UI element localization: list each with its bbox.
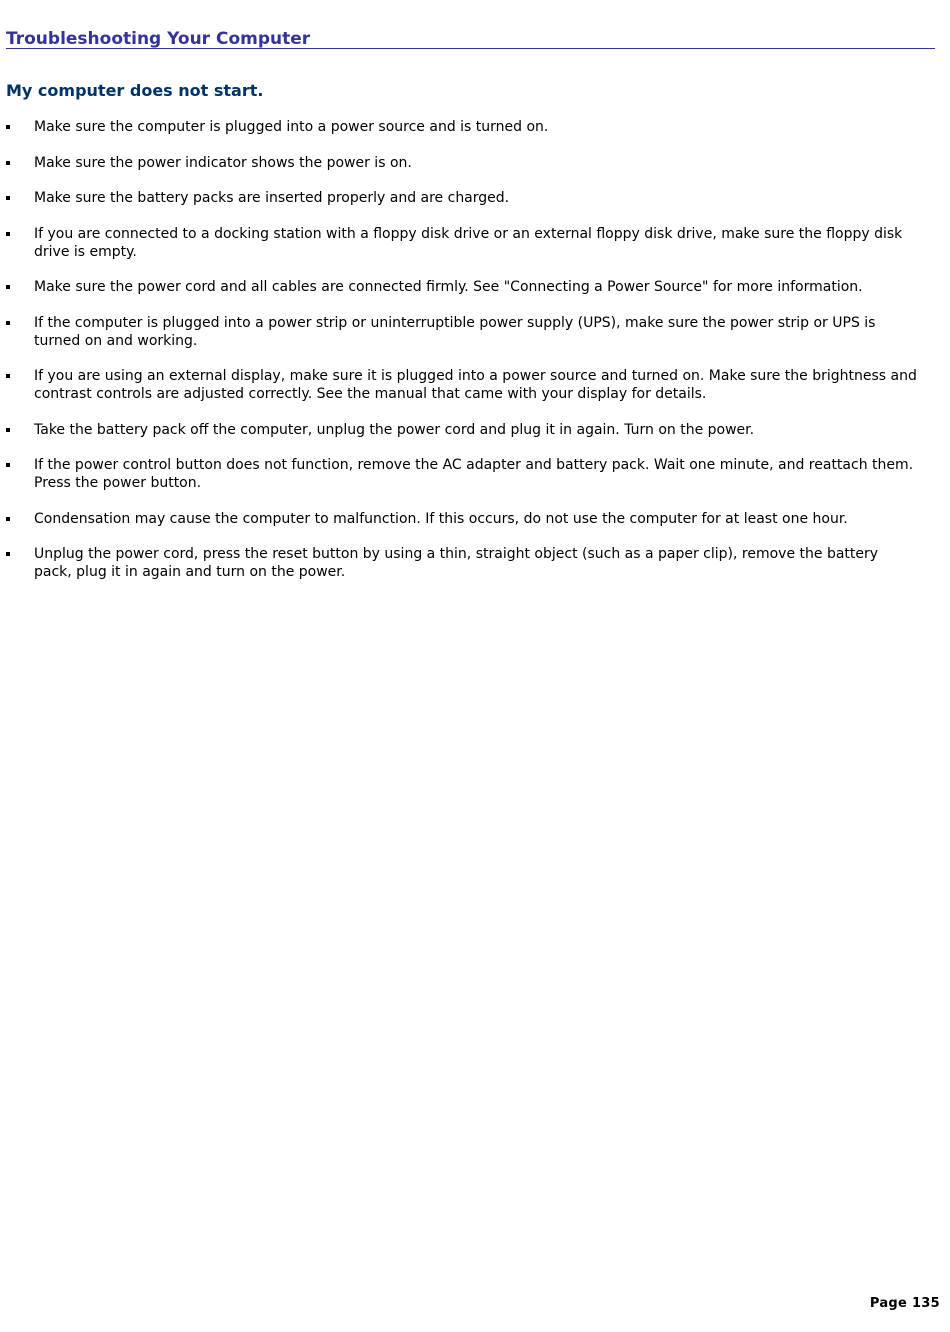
list-item — [0, 154, 920, 172]
list-item — [0, 456, 920, 492]
square-bullet-icon — [6, 517, 10, 521]
list-item-text: If the computer is plugged into a power strip or uninterruptible power supply (UPS), make sure the power strip or UPS is turned on and working. — [34, 314, 876, 349]
square-bullet-icon — [6, 552, 10, 556]
square-bullet-icon — [6, 463, 10, 467]
square-bullet-icon — [6, 161, 10, 165]
list-item-text: If you are using an external display, make sure it is plugged into a power source and turned on. Make sure the brightness and contrast controls are adjusted correctly. See the manual that came with your display for details. — [34, 368, 917, 402]
list-item — [0, 225, 920, 261]
list-item — [0, 189, 920, 207]
list-item-text: Make sure the power cord and all cables are connected firmly. See "Connecting a Power Source" for more information. — [34, 279, 863, 295]
list-item — [0, 421, 920, 439]
troubleshooting-list — [0, 118, 920, 599]
list-item-text: Make sure the battery packs are inserted properly and are charged. — [34, 190, 510, 206]
list-item-text: Make sure the power indicator shows the power is on. — [34, 154, 412, 171]
list-item-text: Take the battery pack off the computer, unplug the power cord and plug it in again. Turn on the power. — [34, 421, 755, 438]
title-divider — [6, 48, 935, 49]
square-bullet-icon — [6, 232, 10, 236]
list-item-text: If the power control button does not function, remove the AC adapter and battery pack. Wait one minute, and reattach them. Press the power button. — [34, 457, 914, 491]
list-item — [0, 367, 920, 403]
page-title: Troubleshooting Your Computer — [6, 29, 311, 49]
square-bullet-icon — [6, 196, 10, 200]
list-item-text: Condensation may cause the computer to malfunction. If this occurs, do not use the computer for at least one hour. — [34, 510, 848, 527]
list-item — [0, 278, 920, 296]
square-bullet-icon — [6, 374, 10, 378]
list-item — [0, 314, 920, 350]
square-bullet-icon — [6, 428, 10, 432]
page-number: Page 135 — [869, 1296, 940, 1311]
section-heading: My computer does not start. — [6, 81, 264, 100]
list-item-text: Unplug the power cord, press the reset button by using a thin, straight object (such as a paper clip), remove the battery pack, plug it in again and turn on the power. — [34, 546, 879, 580]
square-bullet-icon — [6, 321, 10, 325]
square-bullet-icon — [6, 285, 10, 289]
list-item-text: Make sure the computer is plugged into a power source and is turned on. — [34, 119, 549, 135]
list-item — [0, 118, 920, 136]
list-item — [0, 545, 920, 581]
list-item-text: If you are connected to a docking station with a floppy disk drive or an external floppy disk drive, make sure the floppy disk drive is empty. — [34, 225, 903, 260]
square-bullet-icon — [6, 125, 10, 129]
list-item — [0, 510, 920, 528]
